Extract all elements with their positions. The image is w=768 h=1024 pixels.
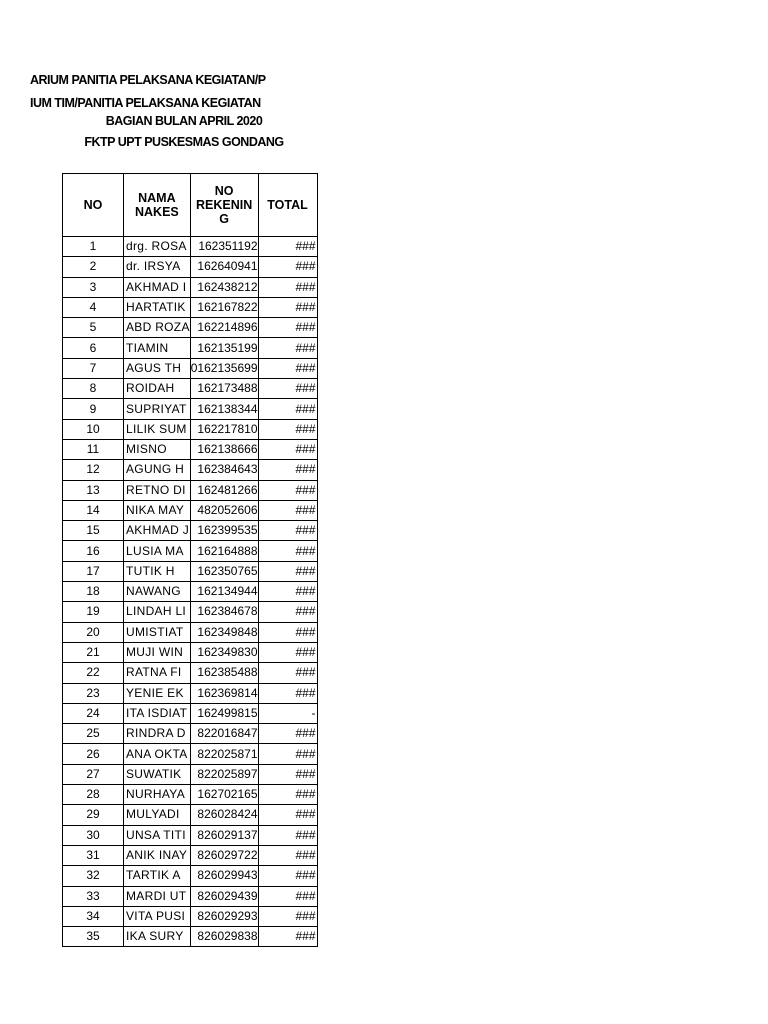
header-nama-nakes: NAMA NAKES — [124, 174, 191, 237]
table-row — [63, 399, 318, 419]
cell-no: 34 — [63, 906, 124, 926]
cell-rekening: 162164888 — [190, 541, 258, 561]
cell-no: 25 — [63, 724, 124, 744]
cell-nama: ANIK INAY — [124, 845, 191, 865]
cell-no: 14 — [63, 500, 124, 520]
cell-nama: IKA SURY — [124, 927, 191, 947]
cell-rekening: 482052606 — [190, 500, 258, 520]
cell-rekening: 162349830 — [190, 642, 258, 662]
cell-total: ### — [258, 825, 317, 845]
cell-no: 32 — [63, 866, 124, 886]
table-row — [63, 257, 318, 277]
cell-nama: RINDRA D — [124, 724, 191, 744]
cell-nama: TIAMIN — [124, 338, 191, 358]
table-row — [63, 582, 318, 602]
cell-total: ### — [258, 927, 317, 947]
cell-rekening: 826029137 — [190, 825, 258, 845]
cell-rekening: 822016847 — [190, 724, 258, 744]
table-row — [63, 927, 318, 947]
document-title-period: BAGIAN BULAN APRIL 2020 — [105, 114, 263, 128]
cell-rekening: 162384643 — [190, 460, 258, 480]
cell-rekening: 162350765 — [190, 561, 258, 581]
nakes-table — [62, 173, 318, 947]
cell-no: 22 — [63, 663, 124, 683]
cell-nama: TUTIK H — [124, 561, 191, 581]
cell-nama: LUSIA MA — [124, 541, 191, 561]
cell-rekening: 162349848 — [190, 622, 258, 642]
document-title-facility: FKTP UPT PUSKESMAS GONDANG — [84, 135, 284, 149]
cell-no: 2 — [63, 257, 124, 277]
cell-total: ### — [258, 764, 317, 784]
cell-no: 11 — [63, 439, 124, 459]
cell-rekening: 822025871 — [190, 744, 258, 764]
cell-rekening: 162385488 — [190, 663, 258, 683]
cell-rekening: 162702165 — [190, 785, 258, 805]
cell-no: 18 — [63, 582, 124, 602]
table-row — [63, 663, 318, 683]
table-row — [63, 866, 318, 886]
table-row — [63, 703, 318, 723]
cell-rekening: 162134944 — [190, 582, 258, 602]
cell-rekening: 162438212 — [190, 277, 258, 297]
table-row — [63, 419, 318, 439]
cell-no: 33 — [63, 886, 124, 906]
cell-total: ### — [258, 785, 317, 805]
cell-total: ### — [258, 845, 317, 865]
table-row — [63, 358, 318, 378]
cell-no: 31 — [63, 845, 124, 865]
header-no: NO — [63, 174, 124, 237]
table-row — [63, 318, 318, 338]
cell-no: 30 — [63, 825, 124, 845]
cell-rekening: 826028424 — [190, 805, 258, 825]
table-row — [63, 439, 318, 459]
table-row — [63, 541, 318, 561]
cell-total: ### — [258, 582, 317, 602]
table-header-row — [63, 174, 318, 237]
cell-nama: HARTATIK — [124, 297, 191, 317]
cell-rekening: 162481266 — [190, 480, 258, 500]
table-row — [63, 379, 318, 399]
cell-nama: UNSA TITI — [124, 825, 191, 845]
cell-total: ### — [258, 541, 317, 561]
cell-nama: TARTIK A — [124, 866, 191, 886]
table-row — [63, 480, 318, 500]
cell-total: ### — [258, 500, 317, 520]
cell-rekening: 162399535 — [190, 521, 258, 541]
table-row — [63, 805, 318, 825]
table-row — [63, 237, 318, 257]
cell-total: ### — [258, 906, 317, 926]
table-row — [63, 785, 318, 805]
cell-nama: MISNO — [124, 439, 191, 459]
cell-nama: drg. ROSA — [124, 237, 191, 257]
cell-no: 26 — [63, 744, 124, 764]
cell-total: ### — [258, 663, 317, 683]
cell-nama: MULYADI — [124, 805, 191, 825]
cell-total: ### — [258, 419, 317, 439]
cell-total: - — [258, 703, 317, 723]
cell-total: ### — [258, 379, 317, 399]
cell-nama: ROIDAH — [124, 379, 191, 399]
cell-total: ### — [258, 724, 317, 744]
table-row — [63, 602, 318, 622]
cell-nama: AKHMAD I — [124, 277, 191, 297]
cell-no: 4 — [63, 297, 124, 317]
table-row — [63, 906, 318, 926]
cell-rekening: 822025897 — [190, 764, 258, 784]
cell-rekening: 162384678 — [190, 602, 258, 622]
cell-total: ### — [258, 642, 317, 662]
table-row — [63, 561, 318, 581]
cell-rekening: 0162135699 — [190, 358, 258, 378]
cell-nama: VITA PUSI — [124, 906, 191, 926]
cell-nama: NURHAYA — [124, 785, 191, 805]
cell-rekening: 162499815 — [190, 703, 258, 723]
cell-no: 12 — [63, 460, 124, 480]
cell-total: ### — [258, 257, 317, 277]
cell-total: ### — [258, 480, 317, 500]
cell-no: 20 — [63, 622, 124, 642]
cell-total: ### — [258, 602, 317, 622]
cell-nama: YENIE EK — [124, 683, 191, 703]
cell-total: ### — [258, 399, 317, 419]
cell-no: 19 — [63, 602, 124, 622]
table-row — [63, 724, 318, 744]
cell-nama: SUWATIK — [124, 764, 191, 784]
cell-total: ### — [258, 358, 317, 378]
cell-nama: dr. IRSYA — [124, 257, 191, 277]
cell-nama: RETNO DI — [124, 480, 191, 500]
cell-nama: MARDI UT — [124, 886, 191, 906]
cell-total: ### — [258, 622, 317, 642]
cell-no: 13 — [63, 480, 124, 500]
cell-rekening: 162138666 — [190, 439, 258, 459]
header-no-rekening: NO REKENIN G — [190, 174, 258, 237]
cell-rekening: 162135199 — [190, 338, 258, 358]
cell-rekening: 162640941 — [190, 257, 258, 277]
cell-total: ### — [258, 460, 317, 480]
cell-no: 29 — [63, 805, 124, 825]
cell-total: ### — [258, 297, 317, 317]
cell-no: 6 — [63, 338, 124, 358]
cell-rekening: 162173488 — [190, 379, 258, 399]
table-row — [63, 338, 318, 358]
cell-no: 24 — [63, 703, 124, 723]
cell-rekening: 162214896 — [190, 318, 258, 338]
cell-total: ### — [258, 277, 317, 297]
cell-nama: RATNA FI — [124, 663, 191, 683]
cell-nama: UMISTIAT — [124, 622, 191, 642]
cell-total: ### — [258, 338, 317, 358]
cell-total: ### — [258, 683, 317, 703]
table-row — [63, 500, 318, 520]
cell-rekening: 826029943 — [190, 866, 258, 886]
cell-rekening: 162167822 — [190, 297, 258, 317]
table-row — [63, 744, 318, 764]
cell-no: 5 — [63, 318, 124, 338]
table-row — [63, 297, 318, 317]
cell-nama: NIKA MAY — [124, 500, 191, 520]
cell-rekening: 162138344 — [190, 399, 258, 419]
cell-no: 28 — [63, 785, 124, 805]
cell-nama: AGUNG H — [124, 460, 191, 480]
cell-total: ### — [258, 561, 317, 581]
cell-nama: ITA ISDIAT — [124, 703, 191, 723]
cell-no: 35 — [63, 927, 124, 947]
table-row — [63, 825, 318, 845]
cell-no: 23 — [63, 683, 124, 703]
table-row — [63, 886, 318, 906]
cell-no: 9 — [63, 399, 124, 419]
table-row — [63, 683, 318, 703]
header-total: TOTAL — [258, 174, 317, 237]
cell-rekening: 826029838 — [190, 927, 258, 947]
table-row — [63, 622, 318, 642]
cell-total: ### — [258, 744, 317, 764]
cell-rekening: 826029722 — [190, 845, 258, 865]
table-row — [63, 642, 318, 662]
cell-nama: LINDAH LI — [124, 602, 191, 622]
table-row — [63, 277, 318, 297]
cell-nama: AKHMAD J — [124, 521, 191, 541]
cell-nama: ABD ROZA — [124, 318, 191, 338]
cell-no: 1 — [63, 237, 124, 257]
document-title-line-1: ARIUM PANITIA PELAKSANA KEGIATAN/P — [30, 73, 266, 87]
cell-nama: MUJI WIN — [124, 642, 191, 662]
cell-total: ### — [258, 439, 317, 459]
cell-no: 10 — [63, 419, 124, 439]
cell-no: 27 — [63, 764, 124, 784]
cell-total: ### — [258, 866, 317, 886]
cell-rekening: 826029439 — [190, 886, 258, 906]
cell-nama: NAWANG — [124, 582, 191, 602]
cell-no: 21 — [63, 642, 124, 662]
cell-no: 15 — [63, 521, 124, 541]
table-row — [63, 521, 318, 541]
cell-total: ### — [258, 886, 317, 906]
cell-rekening: 162217810 — [190, 419, 258, 439]
cell-total: ### — [258, 805, 317, 825]
cell-total: ### — [258, 237, 317, 257]
cell-nama: LILIK SUM — [124, 419, 191, 439]
cell-no: 17 — [63, 561, 124, 581]
cell-rekening: 162351192 — [190, 237, 258, 257]
cell-rekening: 826029293 — [190, 906, 258, 926]
cell-total: ### — [258, 521, 317, 541]
table-row — [63, 764, 318, 784]
cell-no: 3 — [63, 277, 124, 297]
cell-no: 16 — [63, 541, 124, 561]
cell-nama: AGUS TH — [124, 358, 191, 378]
cell-rekening: 162369814 — [190, 683, 258, 703]
table-row — [63, 845, 318, 865]
document-title-line-2: IUM TIM/PANITIA PELAKSANA KEGIATAN — [30, 96, 261, 110]
cell-total: ### — [258, 318, 317, 338]
cell-nama: ANA OKTA — [124, 744, 191, 764]
cell-no: 8 — [63, 379, 124, 399]
cell-no: 7 — [63, 358, 124, 378]
cell-nama: SUPRIYAT — [124, 399, 191, 419]
table-row — [63, 460, 318, 480]
